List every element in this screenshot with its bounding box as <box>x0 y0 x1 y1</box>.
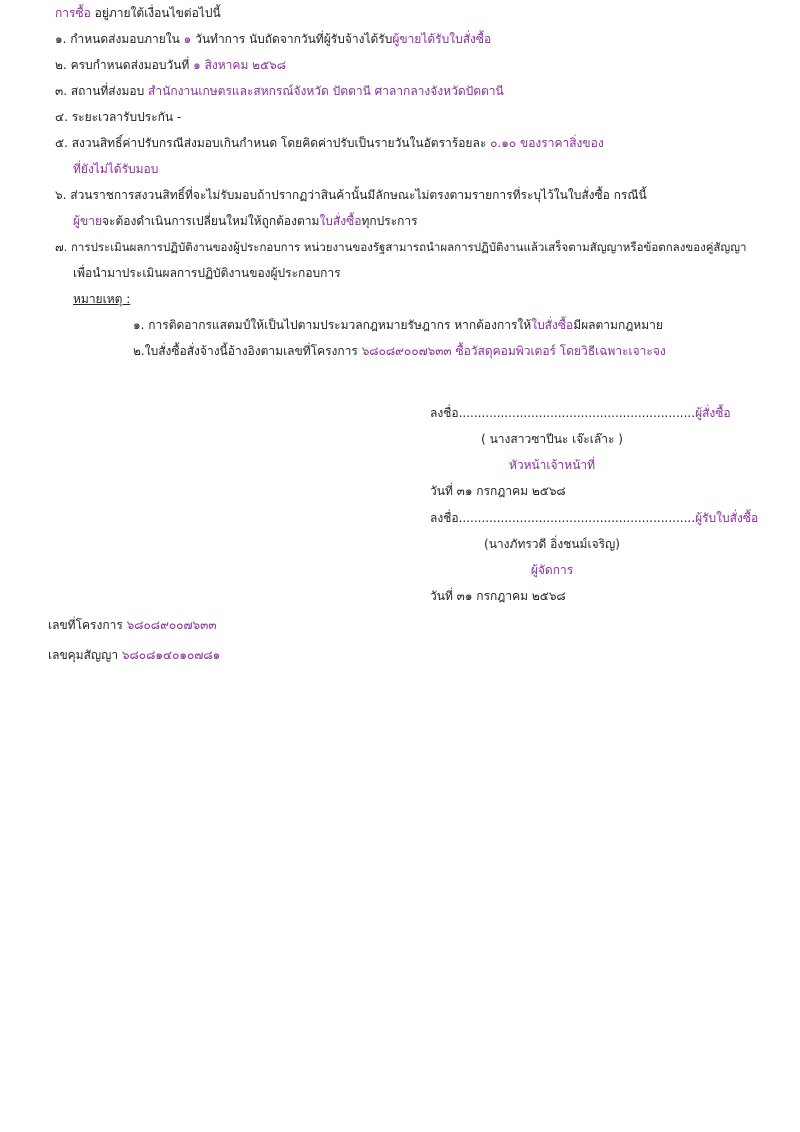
remark-text-2: มีผลตามกฎหมาย <box>573 318 663 332</box>
signature-dots: ลงชื่อ.............................................................. <box>430 406 696 420</box>
condition-7-continuation: เพื่อนำมาประเมินผลการปฏิบัติงานของผู้ประกอบการ <box>73 266 341 280</box>
condition-text: ส่วนราชการสงวนสิทธิ์ที่จะไม่รับมอบถ้าปรากฏว่าสินค้านั้นมีลักษณะไม่ตรงตามรายการที่ระบุไว้ในใบสั่งซื้อ กรณีนี้ <box>70 188 647 202</box>
project-number <box>48 616 217 634</box>
seller-term: ผู้ขาย <box>73 214 103 228</box>
condition-text: กำหนดส่งมอบภายใน <box>70 32 184 46</box>
signature-dots: ลงชื่อ.............................................................. <box>430 511 696 525</box>
condition-6-continuation <box>73 212 418 230</box>
contract-value: ๖๘๐๘๑๔๐๑๐๗๘๑ <box>121 648 221 662</box>
condition-number: ๔. <box>55 110 68 124</box>
condition-value: ๐.๑๐ <box>490 136 517 150</box>
receiver-name: (นางภัทรวดี อิ่งชนม์เจริญ) <box>484 537 620 551</box>
condition-value: สำนักงานเกษตรและสหกรณ์จังหวัด ปัตตานี ศาลากลางจังหวัดปัตตานี <box>148 84 504 98</box>
purchase-order-term: ใบสั่งซื้อ <box>319 214 362 228</box>
contract-number <box>48 646 220 664</box>
remark-1 <box>133 316 663 334</box>
buyer-name: ( นางสาวซาปีนะ เจ๊ะเล๊าะ ) <box>481 432 623 446</box>
condition-number: ๗. <box>55 240 68 254</box>
condition-text-2: ทุกประการ <box>361 214 418 228</box>
condition-5 <box>55 134 604 152</box>
condition-3 <box>55 82 504 100</box>
condition-text: ระยะเวลารับประกัน - <box>71 110 182 124</box>
condition-text: สถานที่ส่งมอบ <box>70 84 149 98</box>
condition-5-continuation: ที่ยังไม่ได้รับมอบ <box>73 162 159 176</box>
intro-text: อยู่ภายใต้เงื่อนไขต่อไปนี้ <box>90 6 221 20</box>
contract-label: เลขคุมสัญญา <box>48 648 122 662</box>
remark-value: ใบสั่งซื้อ <box>531 318 574 332</box>
signature-role: ผู้สั่งซื้อ <box>695 406 731 420</box>
condition-6 <box>55 186 647 204</box>
condition-value: ๑ <box>183 32 192 46</box>
receiver-position: ผู้จัดการ <box>530 563 574 577</box>
condition-2 <box>55 56 286 74</box>
condition-text: การประเมินผลการปฏิบัติงานของผู้ประกอบการ หน่วยงานของรัฐสามารถนำผลการปฏิบัติงานแล้วเสร็จตามสัญญาหรือข้อตกลงของคู่สัญญา <box>70 240 747 254</box>
condition-number: ๖. <box>55 188 67 202</box>
condition-text: สงวนสิทธิ์ค่าปรับกรณีส่งมอบเกินกำหนด โดยคิดค่าปรับเป็นรายวันในอัตราร้อยละ <box>71 136 491 150</box>
condition-value-2: ของราคาสิ่งของ <box>520 136 604 150</box>
remark-2 <box>133 342 666 360</box>
condition-text-2: วันทำการ นับถัดจากวันที่ผู้รับจ้างได้รับ <box>191 32 393 46</box>
receiver-date: วันที่ ๓๑ กรกฎาคม ๒๕๖๘ <box>430 589 566 603</box>
remark-text: ๒.ใบสั่งซื้อสั่งจ้างนี้อ้างอิงตามเลขที่โครงการ <box>133 344 362 358</box>
condition-7 <box>55 238 747 256</box>
project-value: ๖๘๐๘๙๐๐๗๖๓๓ <box>126 618 217 632</box>
remark-text: ๑. การติดอากรแสตมป์ให้เป็นไปตามประมวลกฎหมายรัษฎากร หากต้องการให้ <box>133 318 532 332</box>
remarks-heading: หมายเหตุ : <box>73 292 131 306</box>
condition-value-2: ผู้ขายได้รับใบสั่งซื้อ <box>392 32 492 46</box>
condition-1 <box>55 30 491 48</box>
condition-text: จะต้องดำเนินการเปลี่ยนใหม่ให้ถูกต้องตาม <box>102 214 320 228</box>
condition-text: ครบกำหนดส่งมอบวันที่ <box>70 58 194 72</box>
condition-number: ๒. <box>55 58 67 72</box>
condition-number: ๓. <box>55 84 68 98</box>
intro-line <box>55 4 221 22</box>
signature-line-buyer <box>430 404 731 422</box>
buyer-date: วันที่ ๓๑ กรกฎาคม ๒๕๖๘ <box>430 484 566 498</box>
remark-value: ๖๘๐๘๙๐๐๗๖๓๓ ซื้อวัสดุคอมพิวเตอร์ โดยวิธีเฉพาะเจาะจง <box>361 344 666 358</box>
signature-role: ผู้รับใบสั่งซื้อ <box>695 511 759 525</box>
condition-value: ๑ สิงหาคม ๒๕๖๘ <box>193 58 287 72</box>
condition-number: ๕. <box>55 136 68 150</box>
intro-prefix: การซื้อ <box>55 6 91 20</box>
buyer-position: หัวหน้าเจ้าหน้าที่ <box>508 458 596 472</box>
condition-4 <box>55 108 181 126</box>
signature-line-receiver <box>430 509 758 527</box>
project-label: เลขที่โครงการ <box>48 618 127 632</box>
condition-number: ๑. <box>55 32 67 46</box>
